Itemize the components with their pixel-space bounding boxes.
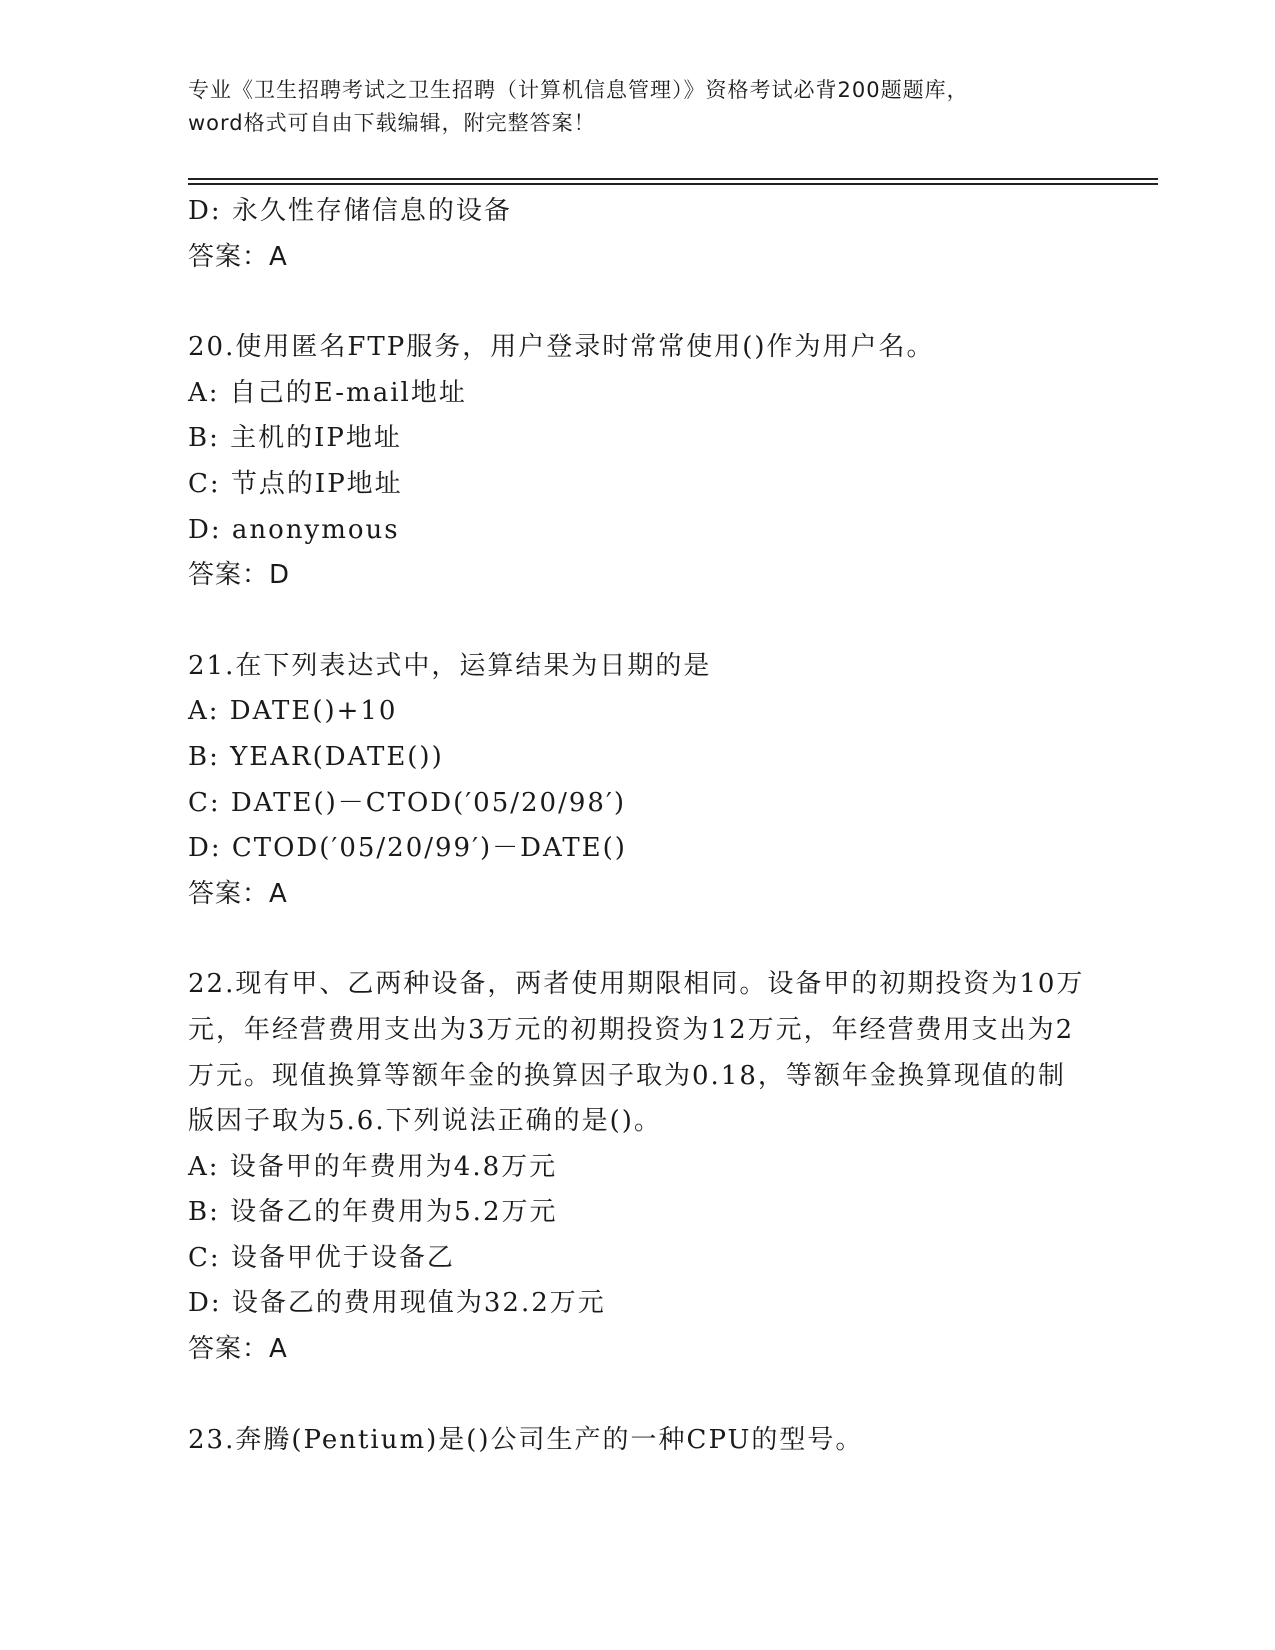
header-line-1: 专业《卫生招聘考试之卫生招聘（计算机信息管理）》资格考试必背200题题库，	[188, 78, 969, 102]
header-line-2: word格式可自由下载编辑，附完整答案！	[188, 111, 596, 135]
question-19-tail	[188, 189, 1088, 280]
option-b: B: YEAR(DATE())	[188, 741, 444, 772]
answer: 答案：D	[188, 560, 291, 591]
answer: 答案：A	[188, 1334, 288, 1365]
question-22	[188, 962, 1088, 1372]
question-stem: 22.现有甲、乙两种设备，两者使用期限相同。设备甲的初期投资为10万元，年经营费用支出为3万元的初期投资为12万元，年经营费用支出为2万元。现值换算等额年金的换算因子取为0.18，等额年金换算现值的制版因子取为5.6.下列说法正确的是()。	[188, 969, 1085, 1137]
question-stem: 20.使用匿名FTP服务，用户登录时常常使用()作为用户名。	[188, 332, 935, 363]
option-c: C: 节点的IP地址	[188, 468, 403, 499]
option-d: D: 设备乙的费用现值为32.2万元	[188, 1288, 606, 1319]
option-d: D: 永久性存储信息的设备	[188, 196, 512, 226]
option-a: A: DATE()+10	[188, 696, 398, 727]
option-d: D: CTOD(′05/20/99′)－DATE()	[188, 833, 627, 864]
header-divider-bottom	[188, 183, 1158, 185]
question-list	[188, 189, 1088, 1463]
spacer	[188, 280, 1088, 325]
option-a: A: 设备甲的年费用为4.8万元	[188, 1151, 558, 1182]
spacer	[188, 599, 1088, 644]
question-stem: 23.奔腾(Pentium)是()公司生产的一种CPU的型号。	[188, 1424, 864, 1455]
spacer	[188, 917, 1088, 962]
spacer	[188, 1373, 1088, 1418]
document-header	[188, 74, 1088, 140]
answer: 答案：A	[188, 241, 288, 272]
option-b: B: 设备乙的年费用为5.2万元	[188, 1197, 558, 1228]
option-c: C: 设备甲优于设备乙	[188, 1242, 455, 1273]
option-c: C: DATE()－CTOD(′05/20/98′)	[188, 787, 626, 818]
question-stem: 21.在下列表达式中，运算结果为日期的是	[188, 650, 712, 681]
answer: 答案：A	[188, 878, 288, 909]
question-20	[188, 325, 1088, 599]
option-a: A: 自己的E-mail地址	[188, 377, 467, 408]
option-b: B: 主机的IP地址	[188, 423, 402, 454]
question-23	[188, 1418, 1088, 1464]
question-21	[188, 644, 1088, 918]
header-divider-top	[188, 178, 1158, 180]
option-d: D: anonymous	[188, 514, 400, 545]
